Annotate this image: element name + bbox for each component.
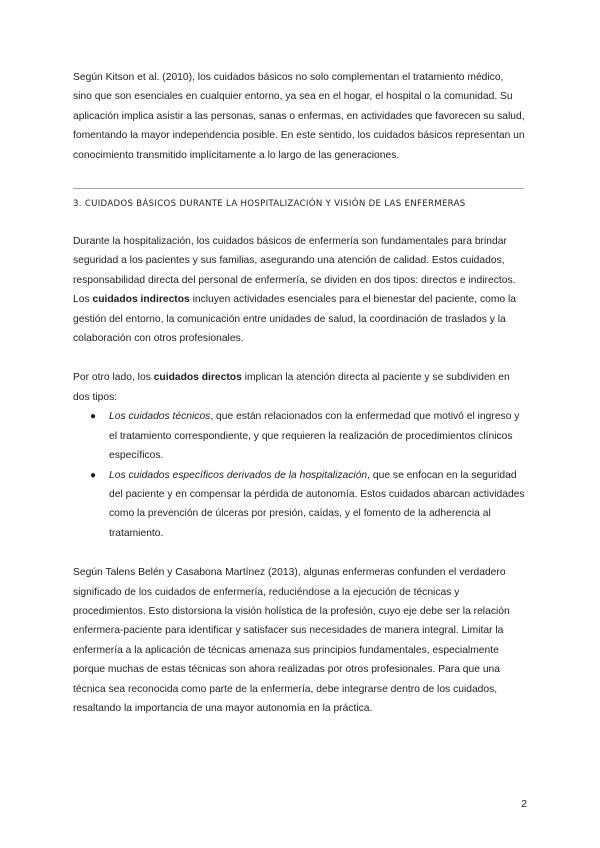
page-number: 2 — [521, 798, 527, 810]
bullet-icon: ● — [90, 411, 97, 423]
bullet-icon: ● — [90, 469, 97, 481]
term-cuidados-indirectos: cuidados indirectos — [92, 294, 190, 306]
paragraph-cuidados-indirectos: Los cuidados indirectos incluyen actividades esenciales para el bienestar del paciente, como la gestión del entorno, la comunicación entre unidades de salud, la coordinación de traslados y la colaboración con otros profesionales. — [73, 294, 517, 345]
document-page — [73, 68, 525, 718]
paragraph-kitson: Según Kitson et al. (2010), los cuidados básicos no solo complementan el tratamiento médico, sino que son esenciales en cualquier entorno, ya sea en el hogar, el hospital o la comunidad. Su aplicación implica asistir a las personas, sanas o enfermas, en actividades que favorecen su salud, fomentando la mayor independencia posible. En este sentido, los cuidados básicos representan un conocimiento transmitido implícitamente a lo largo de las generaciones. — [73, 72, 525, 161]
paragraph-talens: Según Talens Belén y Casabona Martínez (2013), algunas enfermeras confunden el verdadero significado de los cuidados de enfermería, reduciéndose a la ejecución de técnicas y procedimientos. Esto distorsiona la visión holística de la profesión, cuyo eje debe ser la relación enfermera-paciente para identificar y satisfacer sus necesidades de manera integral. Limitar la enfermería a la aplicación de técnicas amenaza sus principios fundamentales, especialmente porque muchas de estas técnicas son ahora realizadas por otros profesionales. Para que una técnica sea reconocida como parte de la enfermería, debe integrarse dentro de los cuidados, resaltando la importancia de una mayor autonomía en la práctica. — [73, 567, 510, 714]
section-divider — [73, 188, 524, 189]
paragraph-hospitalizacion: Durante la hospitalización, los cuidados básicos de enfermería son fundamentales para brindar seguridad a los pacientes y sus familias, asegurando una atención de calidad. Estos cuidados, responsabilidad directa del personal de enfermería, se dividen en dos tipos: directos e indirectos. — [73, 236, 516, 286]
term-cuidados-directos: cuidados directos — [153, 372, 242, 384]
list-item: ● Los cuidados específicos derivados de la hospitalización, que se enfocan en la seguridad del paciente y en compensar la pérdida de autonomía. Estos cuidados abarcan actividades como la prevención de úlceras por presión, caídas, y el fomento de la adherencia al tratamiento. — [73, 466, 525, 544]
list-item: ● Los cuidados técnicos, que están relacionados con la enfermedad que motivó el ingreso y el tratamiento correspondiente, y que requieren la realización de procedimientos clínicos específicos. — [73, 407, 525, 465]
section-heading: 3. CUIDADOS BÁSICOS DURANTE LA HOSPITALIZACIÓN Y VISIÓN DE LAS ENFERMERAS — [73, 199, 466, 210]
bullet-list — [73, 407, 525, 543]
paragraph-cuidados-directos: Por otro lado, los cuidados directos implican la atención directa al paciente y se subdividen en dos tipos: — [73, 372, 510, 403]
